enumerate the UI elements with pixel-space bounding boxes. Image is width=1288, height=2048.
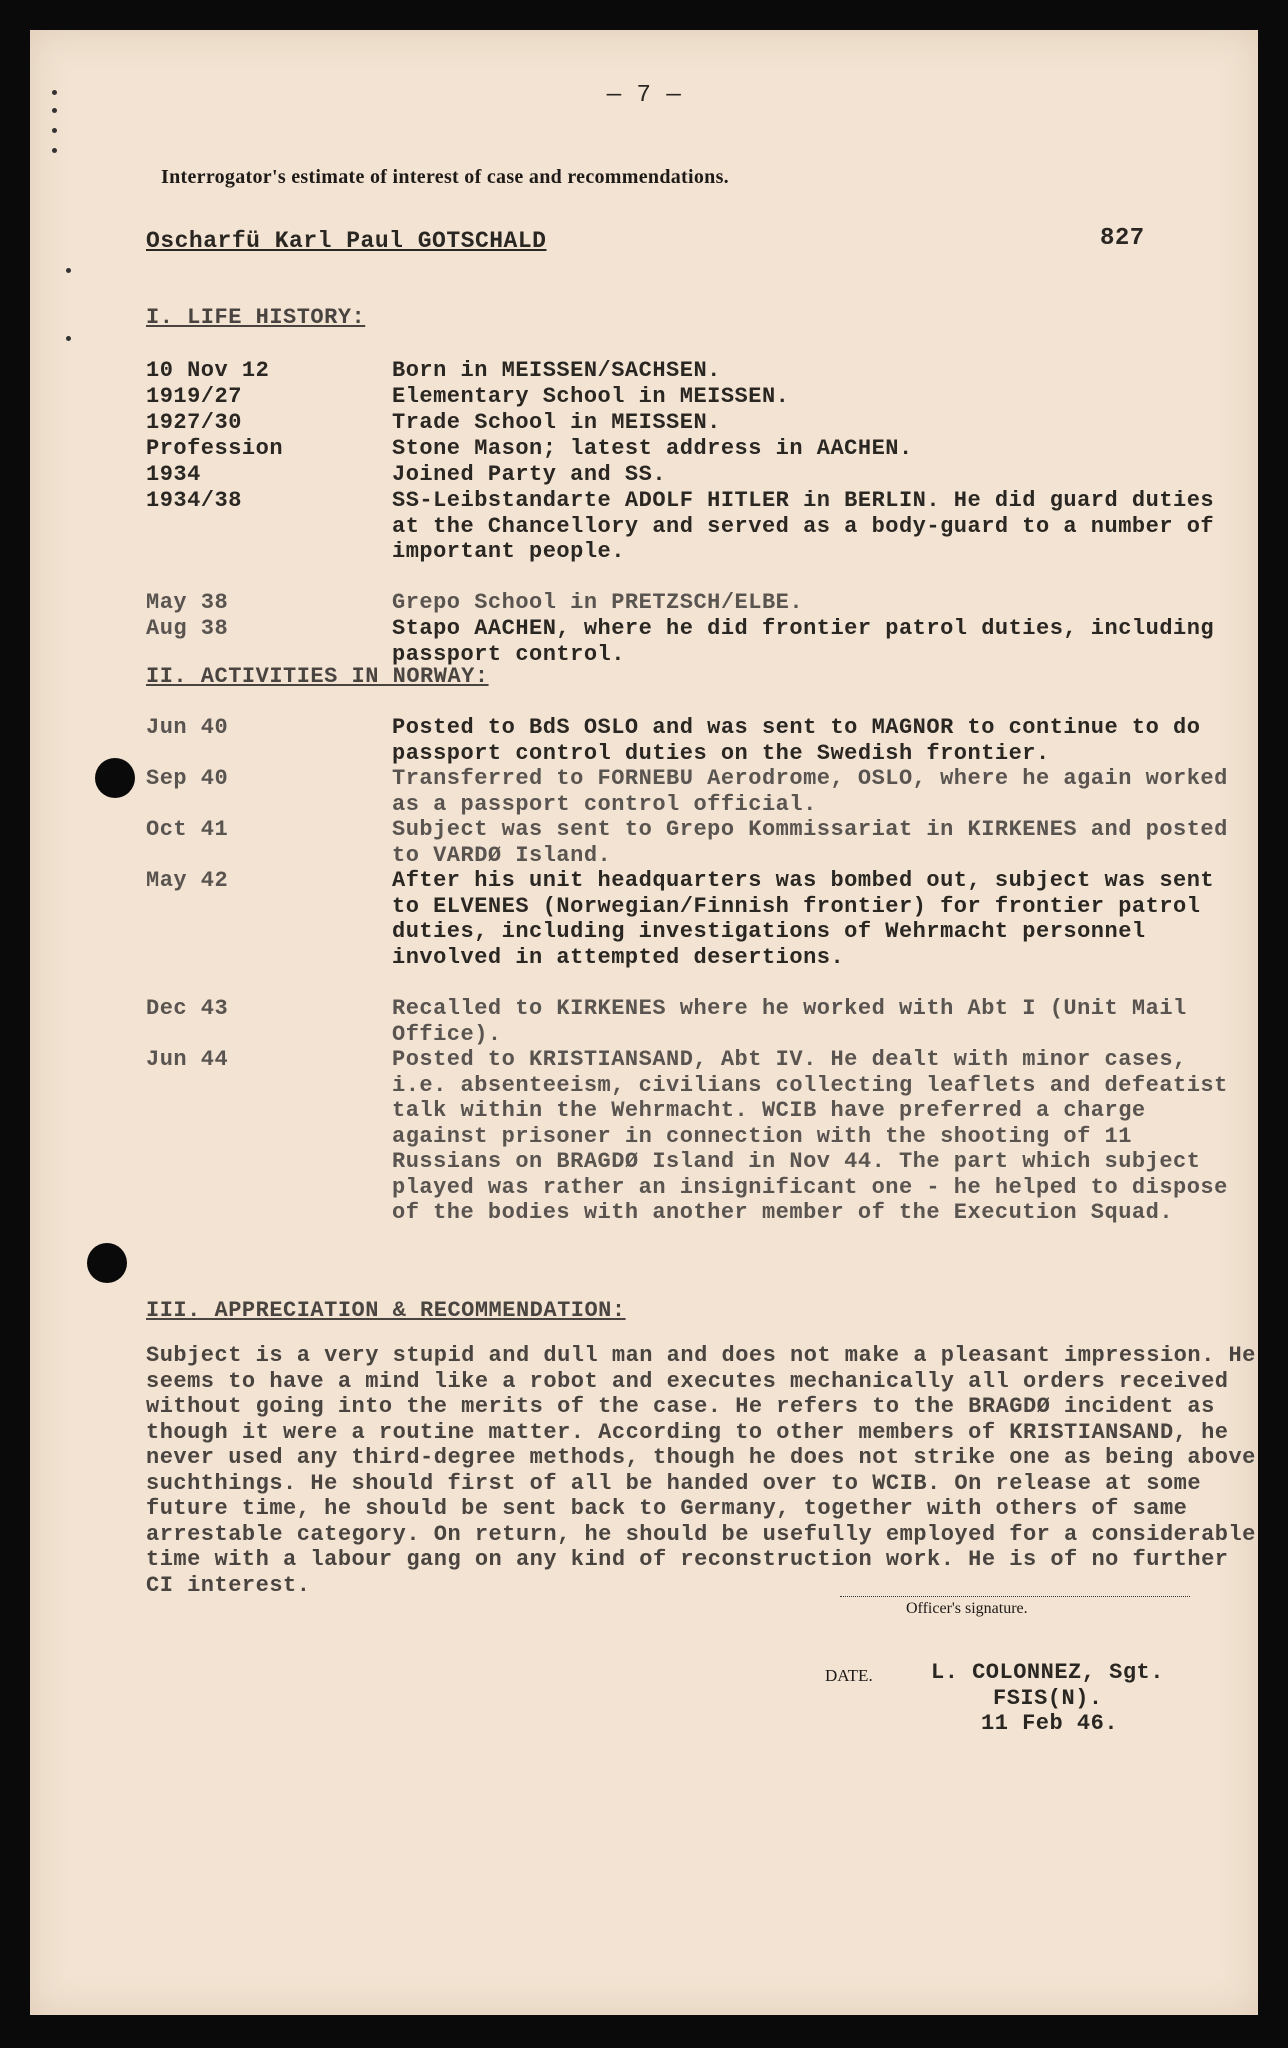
punch-mark xyxy=(52,148,57,153)
entry-date: May 42 xyxy=(146,868,229,893)
signature-line xyxy=(840,1596,1190,1597)
entry-date: Dec 43 xyxy=(146,996,229,1021)
date-label: DATE. xyxy=(825,1666,873,1685)
life-history-heading: I. LIFE HISTORY: xyxy=(146,305,366,330)
punch-mark xyxy=(52,128,57,133)
life-history-entry xyxy=(146,462,1286,488)
activity-entry xyxy=(146,766,1286,817)
form-heading: Interrogator's estimate of interest of case and recommendations. xyxy=(161,166,729,188)
activity-entry xyxy=(146,715,1286,766)
signer-name: L. COLONNEZ, Sgt. xyxy=(931,1660,1164,1685)
entry-text: Joined Party and SS. xyxy=(392,462,667,487)
entry-text: Posted to BdS OSLO and was sent to MAGNOR to continue to do passport control duties on the Swedish frontier. xyxy=(392,715,1201,766)
entry-date: 1934/38 xyxy=(146,488,242,513)
appreciation-heading: III. APPRECIATION & RECOMMENDATION: xyxy=(146,1298,626,1323)
entry-date: Jun 44 xyxy=(146,1047,229,1072)
punch-mark xyxy=(66,336,71,341)
life-history-entry xyxy=(146,358,1286,384)
entry-date: 1934 xyxy=(146,462,201,487)
subject-name: Oscharfü Karl Paul GOTSCHALD xyxy=(146,228,547,254)
entry-text: Subject was sent to Grepo Kommissariat in KIRKENES and posted to VARDØ Island. xyxy=(392,817,1228,868)
entry-text: Elementary School in MEISSEN. xyxy=(392,384,790,409)
life-history-entry xyxy=(146,384,1286,410)
activity-entry xyxy=(146,868,1286,970)
entry-date: 1927/30 xyxy=(146,410,242,435)
entry-text: Born in MEISSEN/SACHSEN. xyxy=(392,358,721,383)
document-page xyxy=(30,30,1258,2015)
life-history-entry xyxy=(146,616,1286,667)
entry-text: Trade School in MEISSEN. xyxy=(392,410,721,435)
entry-text: Posted to KRISTIANSAND, Abt IV. He dealt with minor cases, i.e. absenteeism, civilians collecting leaflets and defeatist talk within the Wehrmacht. WCIB have preferred a charge against prisoner in connection with the shooting of 11 Russians on BRAGDØ Island in Nov 44. The part which subject played was rather an insignificant one - he helped to dispose of the bodies with another member of the Execution Squad. xyxy=(392,1047,1228,1225)
signed-date: 11 Feb 46. xyxy=(981,1711,1119,1736)
signer-block xyxy=(931,1660,1164,1737)
entry-date: May 38 xyxy=(146,590,229,615)
signer-unit: FSIS(N). xyxy=(993,1685,1103,1711)
page-number: — 7 — xyxy=(606,82,682,109)
life-history-entry xyxy=(146,436,1286,462)
entry-text: Stone Mason; latest address in AACHEN. xyxy=(392,436,913,461)
activity-entry xyxy=(146,996,1286,1047)
binder-hole xyxy=(87,1243,127,1283)
binder-hole xyxy=(95,758,135,798)
entry-date: Jun 40 xyxy=(146,715,229,740)
entry-date: Sep 40 xyxy=(146,766,229,791)
entry-date: 1919/27 xyxy=(146,384,242,409)
activity-entry xyxy=(146,817,1286,868)
life-history-entry xyxy=(146,410,1286,436)
case-number: 827 xyxy=(1100,225,1145,252)
officer-signature-label: Officer's signature. xyxy=(906,1600,1028,1617)
entry-text: Transferred to FORNEBU Aerodrome, OSLO, where he again worked as a passport control official. xyxy=(392,766,1228,817)
activity-entry xyxy=(146,1047,1286,1225)
entry-date: 10 Nov 12 xyxy=(146,358,270,383)
entry-date: Oct 41 xyxy=(146,817,229,842)
life-history-entry xyxy=(146,590,1286,616)
entry-text: Stapo AACHEN, where he did frontier patrol duties, including passport control. xyxy=(392,616,1215,667)
entry-text: Recalled to KIRKENES where he worked with Abt I (Unit Mail Office). xyxy=(392,996,1187,1047)
entry-text: SS-Leibstandarte ADOLF HITLER in BERLIN. He did guard duties at the Chancellory and served as a body-guard to a number of important people. xyxy=(392,488,1215,564)
punch-mark xyxy=(66,268,71,273)
entry-date: Aug 38 xyxy=(146,616,229,641)
entry-text: Grepo School in PRETZSCH/ELBE. xyxy=(392,590,804,615)
entry-text: After his unit headquarters was bombed out, subject was sent to ELVENES (Norwegian/Finnish frontier) for frontier patrol duties, including investigations of Wehrmacht personnel involved in attempted desertions. xyxy=(392,868,1215,970)
entry-date: Profession xyxy=(146,436,284,461)
appreciation-text: Subject is a very stupid and dull man and does not make a pleasant impression. He seems to have a mind like a robot and executes mechanically all orders received without going into the merits of the case. He refers to the BRAGDØ incident as though it were a routine matter. According to other members of KRISTIANSAND, he never used any third-degree methods, though he does not strike one as being above suchthings. He should first of all be handed over to WCIB. On release at some future time, he should be sent back to Germany, together with others of same arrestable category. On return, he should be usefully employed for a considerable time with a labour gang on any kind of reconstruction work. He is of no further CI interest. xyxy=(146,1343,1256,1598)
life-history-entry xyxy=(146,488,1286,564)
activities-heading: II. ACTIVITIES IN NORWAY: xyxy=(146,664,489,689)
